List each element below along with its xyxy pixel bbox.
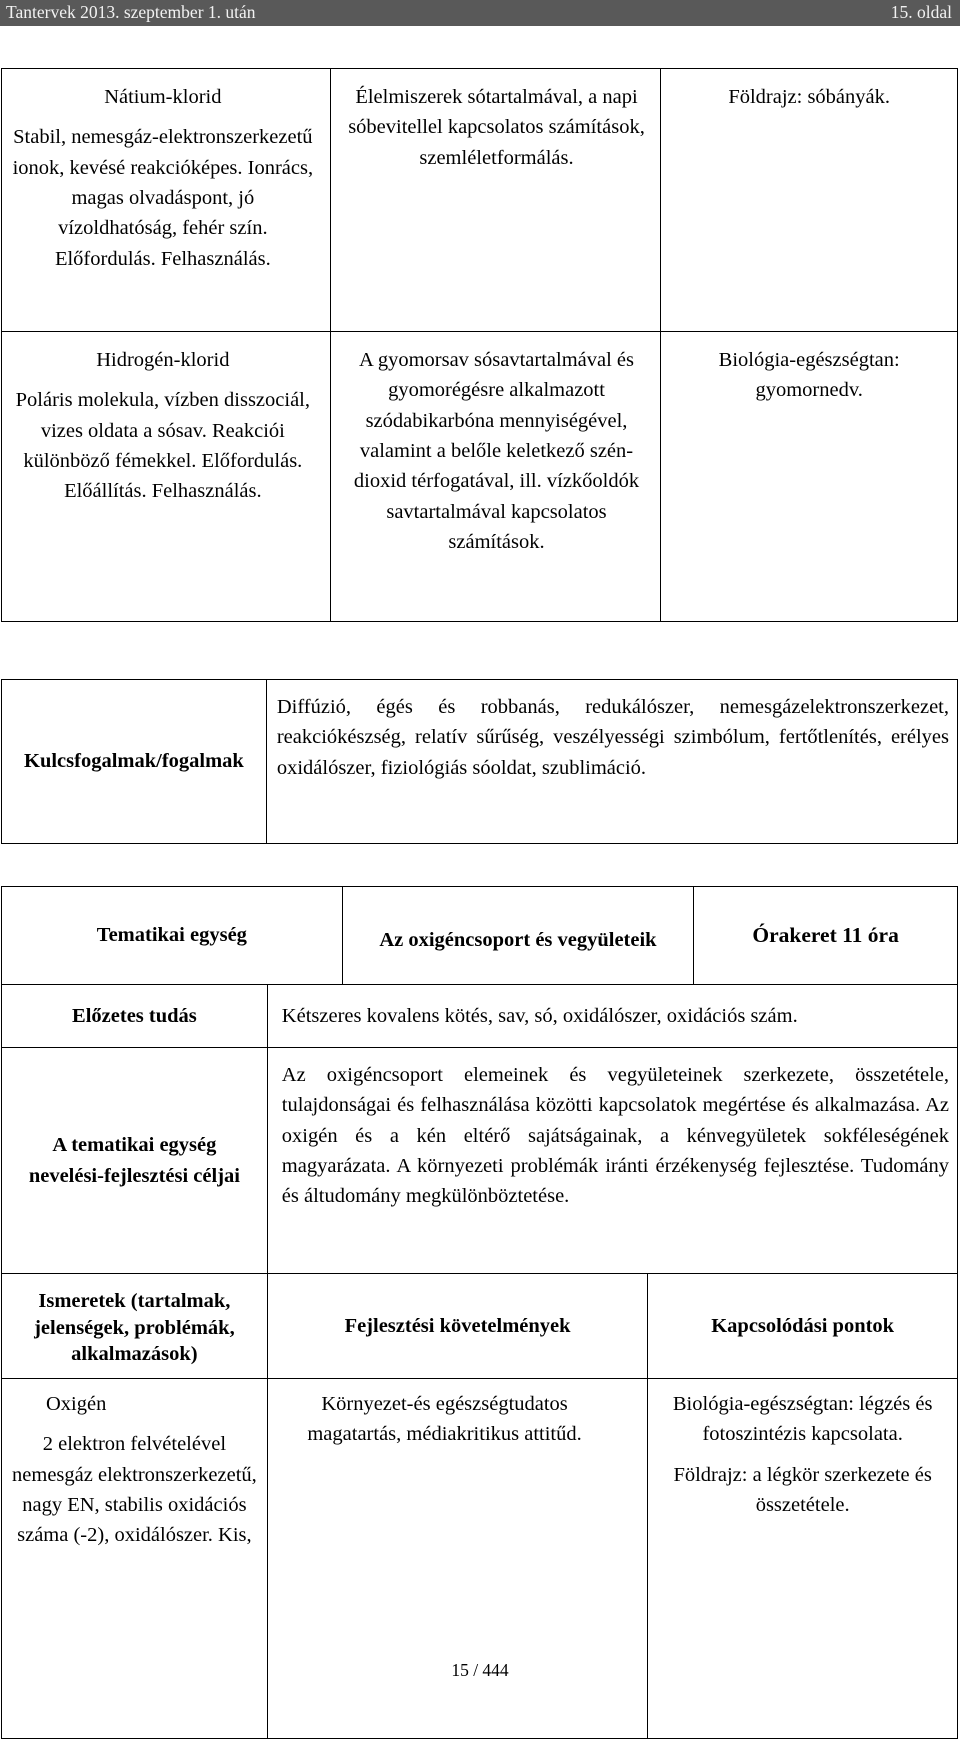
content-table-top — [1, 68, 958, 622]
table-row — [2, 680, 958, 844]
unit-title: Az oxigéncsoport és vegyületeik — [342, 887, 694, 985]
header-page-number: 15. oldal — [890, 2, 952, 22]
unit-label: Tematikai egység — [2, 887, 343, 985]
goals-text: Az oxigéncsoport elemeinek és vegyületeinek szerkezete, összetétele, tulajdonságai és felhasználása közötti kapcsolatok megértése és alkalmazása. Az oxigén és a kén eltérő sajátságainak, a kénvegyületek sokféleségének magyarázata. A környezeti problémák iránti érzékenység fejlesztése. Tudomány és áltudomány megkülönböztetése. — [267, 1048, 957, 1274]
page-footer — [0, 1660, 960, 1681]
topic-heading: Nátium-klorid — [104, 86, 222, 108]
header-left-text: Tantervek 2013. szeptember 1. után — [6, 2, 256, 22]
table-row — [2, 69, 958, 332]
knowledge-cell — [2, 69, 331, 332]
column-header-knowledge: Ismeretek (tartalmak, jelenségek, problémák, alkalmazások) — [2, 1274, 268, 1379]
key-concepts-label: Kulcsfogalmak/fogalmak — [2, 680, 267, 844]
table-row — [2, 1379, 958, 1739]
requirement-cell — [267, 1379, 648, 1739]
requirement-text: Élelmiszerek sótartalmával, a napi sóbevitellel kapcsolatos számítások, szemléletformálás. — [348, 86, 645, 169]
connection-cell — [661, 69, 958, 332]
page-header — [0, 0, 960, 26]
connection-cell — [661, 332, 958, 622]
unit-hours: Órakeret 11 óra — [694, 887, 958, 985]
connection-text: Földrajz: a légkör szerkezete és összetétele. — [673, 1463, 932, 1516]
topic-description: 2 elektron felvételével nemesgáz elektronszerkezetű, nagy EN, stabilis oxidációs száma (-2), oxidálószer. Kis, — [12, 1433, 257, 1547]
knowledge-cell — [2, 332, 331, 622]
key-concepts-table — [1, 679, 958, 844]
column-header-requirements: Fejlesztési követelmények — [267, 1274, 648, 1379]
requirement-text: A gyomorsav sósavtartalmával és gyomorégésre alkalmazott szódabikarbóna mennyiségével, valamint a belőle keletkező szén-dioxid térfogatával, ill. vízkőoldók savtartalmával kapcsolatos számítások. — [353, 349, 640, 553]
requirement-cell — [330, 332, 661, 622]
connection-text: Biológia-egészségtan: légzés és fotoszintézis kapcsolata. — [672, 1393, 933, 1446]
footer-page-number: 15 / 444 — [451, 1660, 509, 1680]
column-header-connections: Kapcsolódási pontok — [648, 1274, 958, 1379]
prior-knowledge-label: Előzetes tudás — [2, 985, 268, 1048]
connection-text: Biológia-egészségtan: gyomornedv. — [718, 349, 900, 402]
topic-description: Stabil, nemesgáz-elektronszerkezetű ionok, kevésé reakcióképes. Ionrács, magas olvadáspont, jó vízoldhatóság, fehér szín. Előfordulás. Felhasználás. — [12, 126, 314, 270]
table-row — [2, 1048, 958, 1274]
thematic-unit-table — [1, 886, 958, 1739]
topic-heading: Oxigén — [46, 1393, 107, 1415]
key-concepts-text: Diffúzió, égés és robbanás, redukálószer, nemesgázelektronszerkezet, reakciókészség, relatív sűrűség, veszélyességi szimbólum, fertőtlenítés, erélyes oxidálószer, fiziológiás sóoldat, szublimáció. — [266, 680, 957, 844]
table-row — [2, 1274, 958, 1379]
table-row — [2, 332, 958, 622]
table-row — [2, 985, 958, 1048]
topic-heading: Hidrogén-klorid — [96, 349, 230, 371]
topic-description: Poláris molekula, vízben disszociál, vizes oldata a sósav. Reakciói különböző fémekkel. Előfordulás. Előállítás. Felhasználás. — [15, 389, 310, 503]
connection-cell — [648, 1379, 958, 1739]
knowledge-cell — [2, 1379, 268, 1739]
requirement-cell — [330, 69, 661, 332]
table-row — [2, 887, 958, 985]
requirement-text: Környezet-és egészségtudatos magatartás, médiakritikus attitűd. — [307, 1393, 582, 1446]
goals-label: A tematikai egység nevelési-fejlesztési céljai — [2, 1048, 268, 1274]
connection-text: Földrajz: sóbányák. — [728, 86, 891, 108]
prior-knowledge-text: Kétszeres kovalens kötés, sav, só, oxidálószer, oxidációs szám. — [267, 985, 957, 1048]
